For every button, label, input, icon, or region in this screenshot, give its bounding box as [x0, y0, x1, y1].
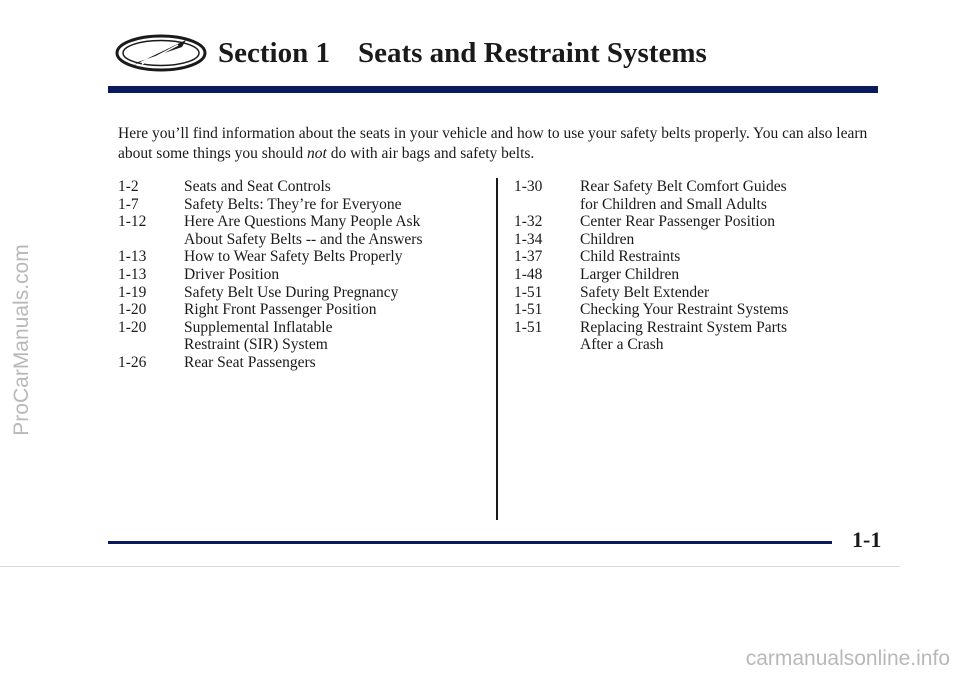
- toc-entry[interactable]: [118, 284, 448, 302]
- toc-page-number: 1-37: [514, 248, 543, 266]
- oldsmobile-logo-icon: [112, 32, 210, 74]
- toc-page-number: 1-51: [514, 318, 543, 336]
- toc-page-number: 1-12: [118, 213, 147, 231]
- bottom-watermark: carmanualsonline.info: [745, 647, 950, 670]
- toc-entry[interactable]: [514, 231, 844, 249]
- toc-entry-title-continued: After a Crash: [580, 336, 664, 354]
- toc-entry-title: Center Rear Passenger Position: [580, 213, 776, 231]
- section-number: Section 1: [218, 36, 330, 69]
- toc-page-number: 1-51: [514, 301, 543, 319]
- page-number: 1-1: [852, 527, 882, 552]
- toc-entry-title-continued: Restraint (SIR) System: [184, 336, 328, 354]
- section-title: Seats and Restraint Systems: [357, 36, 707, 69]
- toc-page-number: 1-19: [118, 283, 147, 301]
- toc-entry[interactable]: [118, 196, 448, 214]
- toc-entry-title: Child Restraints: [580, 248, 681, 266]
- page-edge-line: [0, 566, 900, 567]
- toc-page-number: 1-7: [118, 195, 139, 213]
- toc-entry[interactable]: [514, 301, 844, 319]
- toc-page-number: 1-20: [118, 301, 147, 319]
- toc-entry[interactable]: [118, 213, 448, 248]
- footer-rule: [108, 541, 832, 544]
- intro-text-end: do with air bags and safety belts.: [326, 145, 535, 162]
- toc-entry[interactable]: [514, 266, 844, 284]
- toc-page-number: 1-51: [514, 283, 543, 301]
- toc-page-number: 1-48: [514, 265, 543, 283]
- toc-right-column: [514, 178, 844, 354]
- toc-entry-title: Larger Children: [580, 265, 680, 283]
- toc-entry-title: Seats and Seat Controls: [184, 178, 331, 195]
- toc-entry-title: Rear Safety Belt Comfort Guides: [580, 178, 787, 195]
- toc-page-number: 1-26: [118, 353, 147, 371]
- toc-page-number: 1-32: [514, 213, 543, 231]
- toc-entry[interactable]: [118, 266, 448, 284]
- column-divider: [496, 178, 498, 520]
- toc-entry[interactable]: [118, 248, 448, 266]
- toc-entry[interactable]: [514, 248, 844, 266]
- toc-entry-title: Safety Belt Extender: [580, 283, 710, 301]
- toc-entry-title-continued: for Children and Small Adults: [580, 195, 767, 213]
- intro-emphasis: not: [307, 145, 327, 162]
- toc-entry-title: Right Front Passenger Position: [184, 301, 377, 319]
- intro-paragraph: [118, 124, 878, 164]
- toc-page-number: 1-13: [118, 248, 147, 266]
- toc-entry[interactable]: [514, 213, 844, 231]
- toc-entry[interactable]: [514, 178, 844, 213]
- toc-entry-title: Supplemental Inflatable: [184, 318, 333, 336]
- side-watermark: ProCarManuals.com: [10, 244, 33, 436]
- section-header: [108, 28, 707, 78]
- toc-entry[interactable]: [118, 354, 448, 372]
- toc-page-number: 1-30: [514, 178, 543, 195]
- toc-page-number: 1-13: [118, 265, 147, 283]
- toc-entry-title: Driver Position: [184, 265, 280, 283]
- toc-entry[interactable]: [118, 319, 448, 354]
- toc-left-column: [118, 178, 448, 372]
- toc-page-number: 1-2: [118, 178, 139, 195]
- toc-entry[interactable]: [514, 284, 844, 302]
- toc-entry-title: Replacing Restraint System Parts: [580, 318, 788, 336]
- toc-entry-title: Safety Belt Use During Pregnancy: [184, 283, 399, 301]
- toc-entry-title-continued: About Safety Belts -- and the Answers: [184, 230, 423, 248]
- toc-entry[interactable]: [514, 319, 844, 354]
- toc-entry-title: Safety Belts: They’re for Everyone: [184, 195, 402, 213]
- toc-entry-title: Children: [580, 230, 635, 248]
- toc-entry-title: Here Are Questions Many People Ask: [184, 213, 421, 231]
- header-rule: [108, 86, 878, 93]
- toc-entry-title: How to Wear Safety Belts Properly: [184, 248, 403, 266]
- toc-entry[interactable]: [118, 301, 448, 319]
- toc-page-number: 1-20: [118, 318, 147, 336]
- toc-entry-title: Checking Your Restraint Systems: [580, 301, 789, 319]
- intro-text-start: Here you’ll find information about the seats in your vehicle and how to use your safety belts properly. You can also learn about some things you should: [118, 125, 868, 162]
- toc-entry[interactable]: [118, 178, 448, 196]
- toc-page-number: 1-34: [514, 230, 543, 248]
- toc-entry-title: Rear Seat Passengers: [184, 353, 316, 371]
